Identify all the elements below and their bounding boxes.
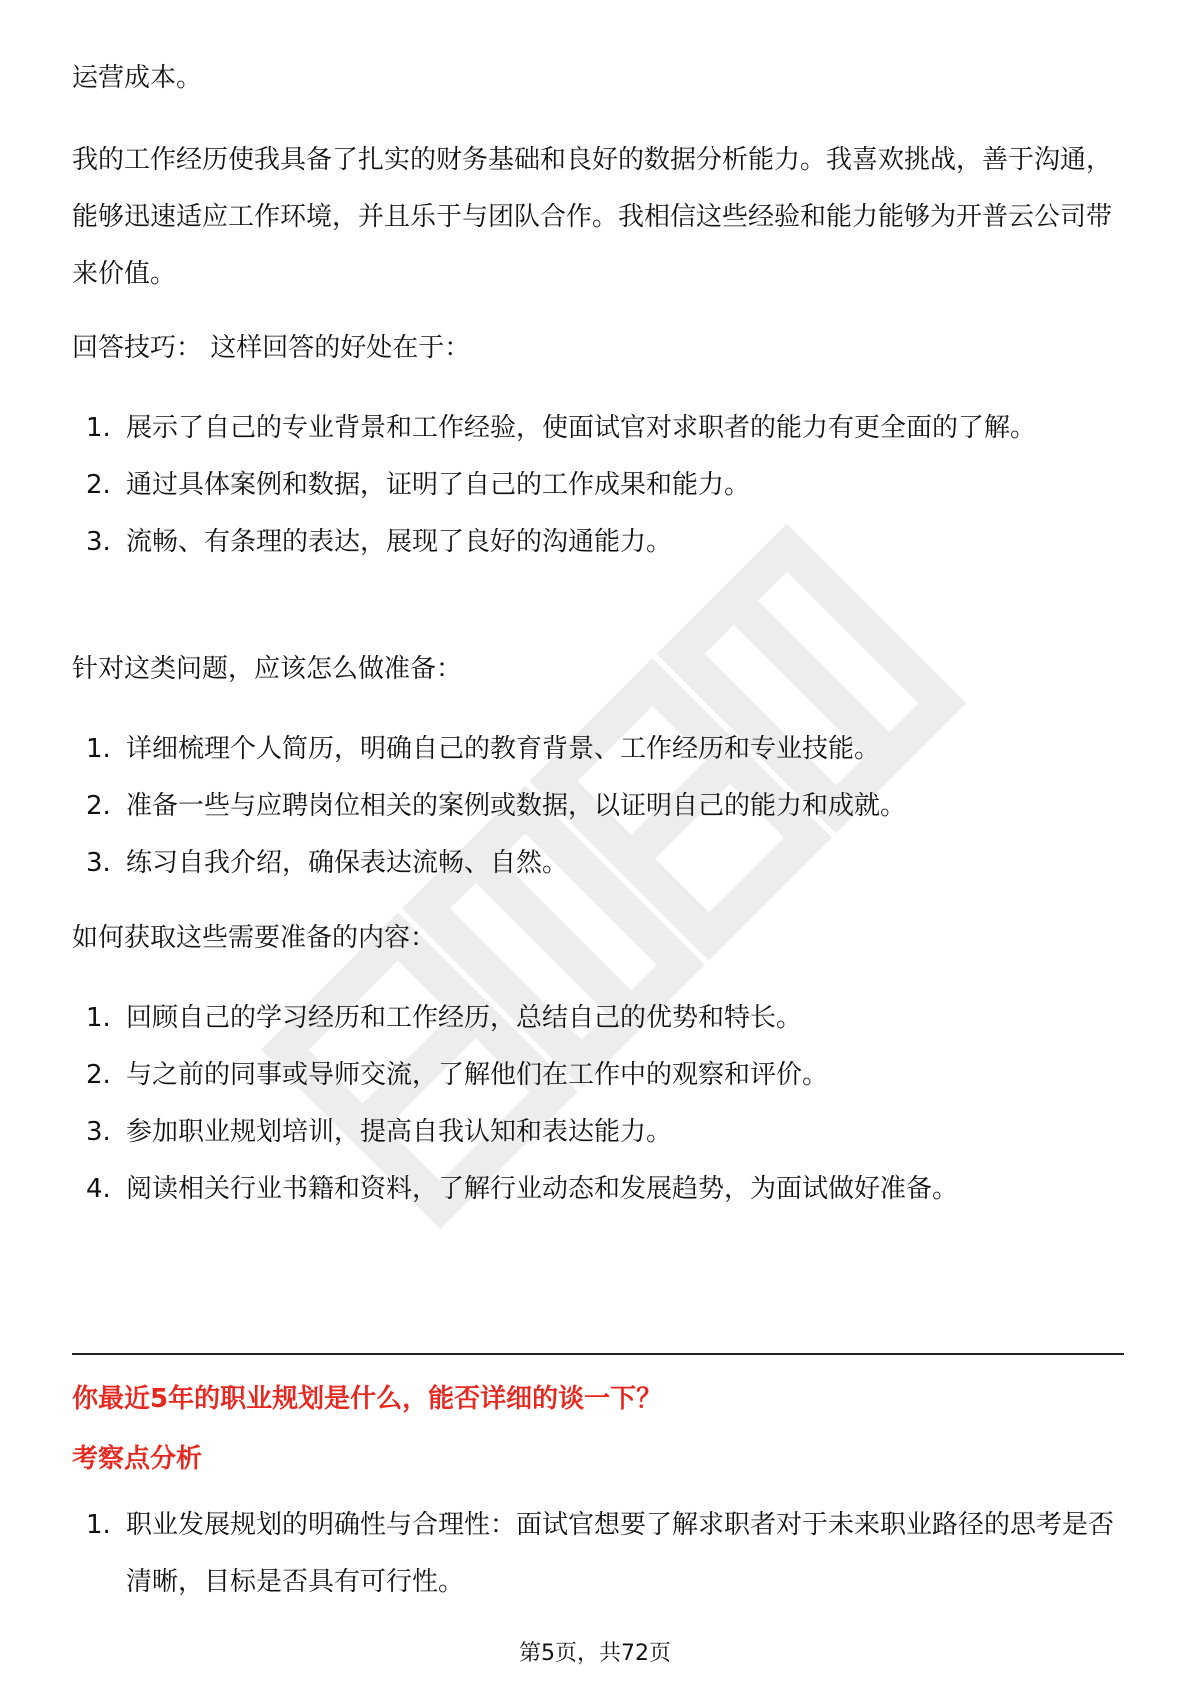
list-item-number: 1. xyxy=(86,734,111,764)
list-item-text: 展示了自己的专业背景和工作经验，使面试官对求职者的能力有更全面的了解。 xyxy=(126,413,1037,443)
prepare-list xyxy=(72,721,1122,892)
list-item-number: 2. xyxy=(86,791,111,821)
list-item-text: 参加职业规划培训，提高自我认知和表达能力。 xyxy=(126,1117,673,1147)
list-item-number: 3. xyxy=(86,1117,111,1147)
list-item xyxy=(72,457,1122,514)
list-item-number: 3. xyxy=(86,527,111,557)
list-item-text: 详细梳理个人简历，明确自己的教育背景、工作经历和专业技能。 xyxy=(126,734,881,764)
list-item-text: 职业发展规划的明确性与合理性：面试官想要了解求职者对于未来职业路径的思考是否清晰，目标是否具有可行性。 xyxy=(126,1510,1115,1597)
list-item-number: 4. xyxy=(86,1174,111,1204)
list-item-text: 练习自我介绍，确保表达流畅、自然。 xyxy=(126,848,569,878)
list-item xyxy=(72,1497,1122,1611)
list-item-text: 回顾自己的学习经历和工作经历，总结自己的优势和特长。 xyxy=(126,1003,803,1033)
tips-list xyxy=(72,400,1122,571)
section-divider xyxy=(72,1353,1124,1355)
list-item-number: 1. xyxy=(86,413,111,443)
list-item-number: 2. xyxy=(86,1060,111,1090)
question-title: 你最近5年的职业规划是什么，能否详细的谈一下？ xyxy=(72,1384,663,1414)
analysis-heading: 考察点分析 xyxy=(72,1444,203,1474)
list-item-number: 1. xyxy=(86,1510,111,1540)
list-item xyxy=(72,721,1122,778)
analysis-list xyxy=(72,1497,1122,1611)
list-item-text: 与之前的同事或导师交流，了解他们在工作中的观察和评价。 xyxy=(126,1060,829,1090)
list-item-text: 通过具体案例和数据，证明了自己的工作成果和能力。 xyxy=(126,470,751,500)
prepare-heading: 针对这类问题，应该怎么做准备： xyxy=(72,654,463,684)
list-item-number: 2. xyxy=(86,470,111,500)
page-footer: 第5页，共72页 xyxy=(519,1641,671,1666)
list-item xyxy=(72,400,1122,457)
intro-paragraph: 我的工作经历使我具备了扎实的财务基础和良好的数据分析能力。我喜欢挑战，善于沟通，能够迅速适应工作环境，并且乐于与团队合作。我相信这些经验和能力能够为开普云公司带来价值。 xyxy=(72,145,1113,289)
obtain-list xyxy=(72,990,1122,1218)
list-item-text: 准备一些与应聘岗位相关的案例或数据，以证明自己的能力和成就。 xyxy=(126,791,907,821)
tips-heading: 回答技巧： 这样回答的好处在于： xyxy=(72,333,471,363)
list-item-text: 阅读相关行业书籍和资料，了解行业动态和发展趋势，为面试做好准备。 xyxy=(126,1174,959,1204)
list-item xyxy=(72,1161,1122,1218)
list-item xyxy=(72,990,1122,1047)
list-item-number: 3. xyxy=(86,848,111,878)
list-item xyxy=(72,835,1122,892)
list-item-number: 1. xyxy=(86,1003,111,1033)
list-item xyxy=(72,1047,1122,1104)
list-item-text: 流畅、有条理的表达，展现了良好的沟通能力。 xyxy=(126,527,673,557)
obtain-heading: 如何获取这些需要准备的内容： xyxy=(72,923,437,953)
intro-line-top: 运营成本。 xyxy=(72,63,203,93)
list-item xyxy=(72,1104,1122,1161)
list-item xyxy=(72,514,1122,571)
list-item xyxy=(72,778,1122,835)
